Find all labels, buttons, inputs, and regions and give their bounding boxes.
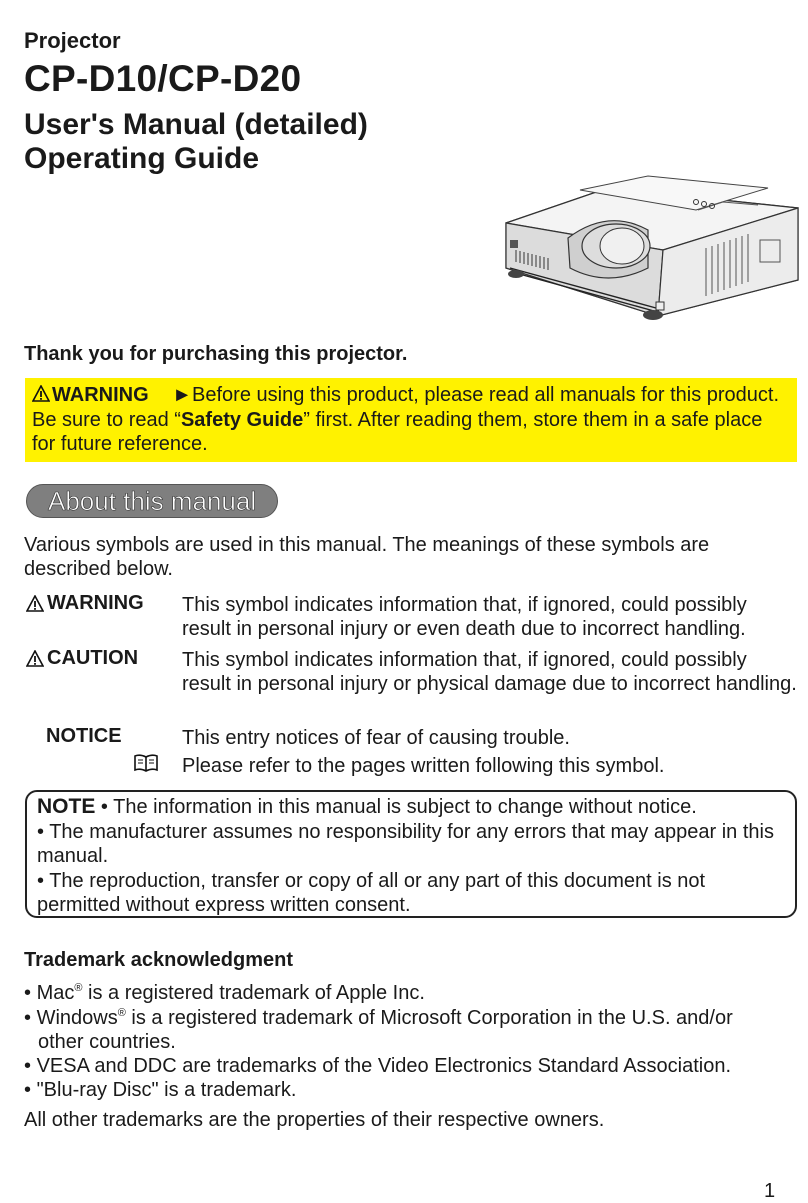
warning-label: WARNING [52, 384, 149, 406]
safety-guide-reference: Safety Guide [180, 408, 304, 431]
caution-description: This symbol indicates information that, if ignored, could possibly result in personal injury or physical damage due to incorrect handling. [182, 649, 797, 695]
projector-illustration [498, 168, 800, 322]
warning-symbol [26, 592, 176, 615]
product-category: Projector [24, 28, 121, 53]
warning-box [25, 378, 797, 462]
warning-triangle-icon [32, 385, 50, 402]
intro-text: Various symbols are used in this manual. The meanings of these symbols are described below. [24, 534, 710, 580]
caution-triangle-icon [26, 650, 44, 667]
caution-symbol [26, 647, 176, 670]
manual-title: User's Manual (detailed) [24, 108, 368, 141]
caution-symbol-label: CAUTION [47, 647, 139, 669]
note-box [25, 790, 797, 918]
section-heading: About this manual [26, 484, 278, 518]
trademark-windows: • Windows® is a registered trademark of Microsoft Corporation in the U.S. and/or [24, 1007, 733, 1029]
trademark-footer: All other trademarks are the properties of their respective owners. [24, 1109, 605, 1131]
thank-you-text: Thank you for purchasing this projector. [24, 343, 408, 365]
trademark-bluray: • "Blu-ray Disc" is a trademark. [24, 1079, 297, 1101]
trademark-windows-continued: other countries. [38, 1031, 176, 1053]
reference-description: Please refer to the pages written following this symbol. [182, 755, 665, 777]
warning-symbol-label: WARNING [47, 592, 144, 614]
note-label: NOTE [37, 795, 96, 818]
book-icon [133, 753, 159, 773]
notice-symbol-label: NOTICE [46, 725, 122, 747]
trademark-mac: • Mac® is a registered trademark of Apple Inc. [24, 982, 425, 1004]
note-line-3: • The reproduction, transfer or copy of all or any part of this document is not permitted without express written consent. [37, 869, 706, 916]
warning-description: This symbol indicates information that, if ignored, could possibly result in personal injury or even death due to incorrect handling. [182, 594, 747, 640]
warning-text-before: Before using this product, please read all manuals for this product. Be sure to read “ [32, 384, 780, 431]
note-line-2: • The manufacturer assumes no responsibility for any errors that may appear in this manual. [37, 820, 774, 867]
trademark-heading: Trademark acknowledgment [24, 949, 293, 971]
warning-triangle-icon [26, 595, 44, 612]
notice-symbol [46, 725, 196, 748]
model-name: CP-D10/CP-D20 [24, 58, 302, 99]
page-number: 1 [764, 1180, 776, 1202]
notice-description: This entry notices of fear of causing trouble. [182, 727, 570, 749]
manual-subtitle: Operating Guide [24, 142, 260, 175]
note-line-1: • The information in this manual is subject to change without notice. [100, 796, 697, 818]
warning-text-after: ” first. After reading them, store them in a safe place for future reference. [32, 408, 763, 455]
arrow-icon: ► [172, 384, 193, 406]
trademark-vesa: • VESA and DDC are trademarks of the Video Electronics Standard Association. [24, 1055, 732, 1077]
